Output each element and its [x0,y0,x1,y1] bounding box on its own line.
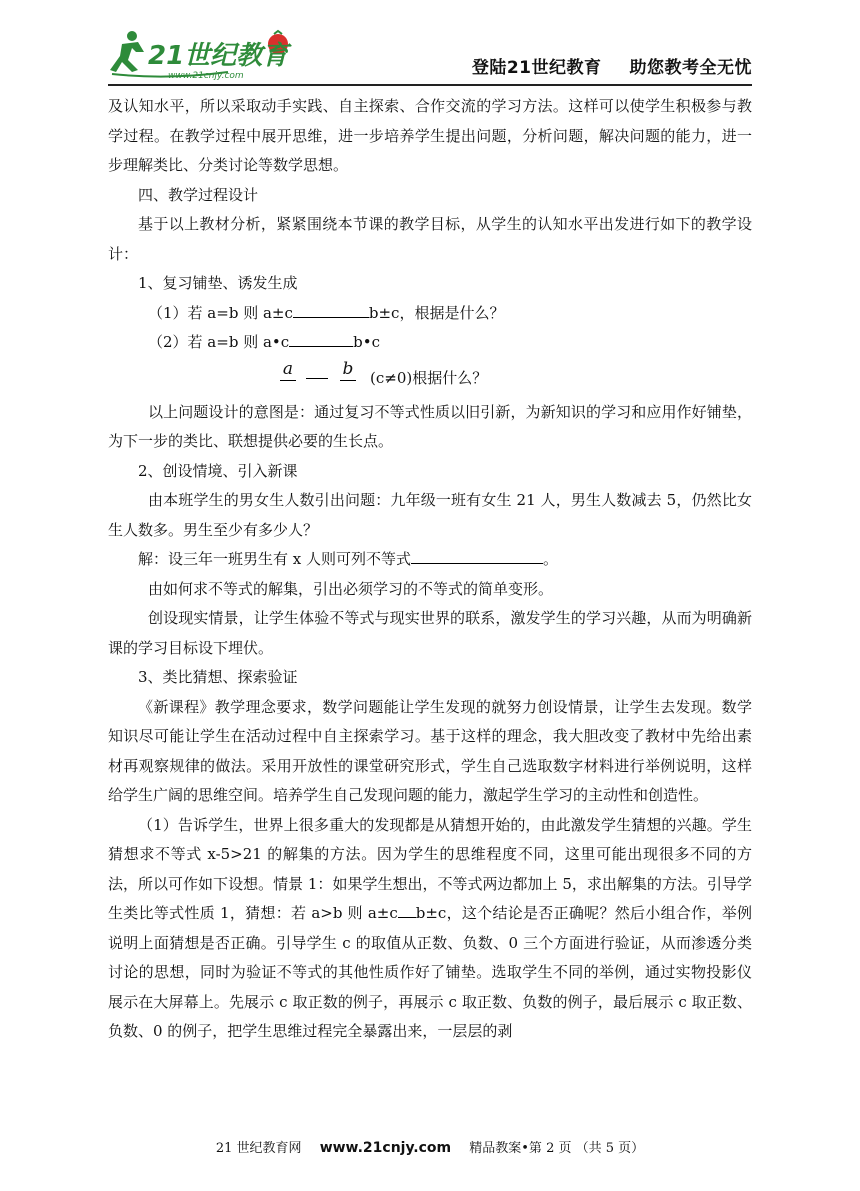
logo-graphic [108,22,298,82]
header-slogan [444,53,752,78]
subsection-heading: 3、类比猜想、探索验证 [138,668,298,686]
question-1-lead: （1）若 a=b 则 a±c [148,303,293,322]
solution-text: 解：设三年一班男生有 x 人则可列不等式 [138,550,411,568]
site-logo[interactable] [108,22,298,82]
slogan-motto: 助您教考全无忧 [629,58,752,78]
answer-blank [293,299,369,318]
fraction-question-tail: (c≠0)根据什么？ [370,368,488,387]
paragraph: 以上问题设计的意图是：通过复习不等式性质以旧引新，为新知识的学习和应用作好铺垫，为下一步的类比、联想提供必要的生长点。 [108,402,752,450]
document-body [108,92,752,1047]
footer-site-link[interactable]: www.21cnjy.com [319,1140,452,1156]
logo-wordmark: 21世纪教育 [148,41,289,71]
page-header [108,22,752,86]
paragraph [108,811,752,1047]
fraction-question [108,358,752,398]
question-2 [108,328,752,358]
slogan-login: 登陆21世纪教育 [471,58,602,78]
section-heading: 四、教学过程设计 [138,185,259,204]
paragraph: 基于以上教材分析，紧紧围绕本节课的教学目标，从学生的认知水平出发进行如下的教学设计： [108,215,752,263]
question-2-lead: （2）若 a=b 则 a•c [148,333,290,351]
footer-page-info: 精品教案•第 2 页 （共 5 页） [469,1141,645,1156]
subsection-heading: 2、创设情境、引入新课 [138,461,298,480]
paragraph: 由如何求不等式的解集，引出必须学习的不等式的简单变形。 [148,579,554,598]
paragraph-text: （1）告诉学生，世界上很多重大的发现都是从猜想开始的，由此激发学生猜想的兴趣。学生猜想求不等式 x-5>21 的解集的方法。因为学生的思维程度不同，这里可能出现很多不同的方法，所以可作如下设想。情景 1：如果学生想出，不等式两边都加上 5，求出解集的方法。引导学生类比等式性质 1，猜想：若 a>b 则 a±c [108,815,752,922]
answer-blank [398,899,416,918]
question-2-tail: b•c [353,333,381,351]
answer-blank [289,328,353,347]
footer-site-name: 21 世纪教育网 [215,1141,302,1156]
answer-blank [411,545,543,564]
fraction-b: b [340,360,356,381]
paragraph: 《新课程》教学理念要求，数学问题能让学生发现的就努力创设情景，让学生去发现。数学知识尽可能让学生在活动过程中自主探索学习。基于这样的理念，我大胆改变了教材中先给出素材再观察规律的做法。采用开放性的课堂研究形式，学生自己选取数字材料进行举例说明，这样给学生广阔的思维空间。培养学生自己发现问题的能力，激起学生学习的主动性和创造性。 [108,697,752,804]
paragraph: 创设现实情景，让学生体验不等式与现实世界的联系，激发学生的学习兴趣，从而为明确新课的学习目标设下埋伏。 [108,609,752,657]
logo-url: www.21cnjy.com [168,71,244,81]
fraction-a: a [280,360,296,381]
paragraph: 及认知水平，所以采取动手实践、自主探索、合作交流的学习方法。这样可以使学生积极参与教学过程。在教学过程中展开思维，进一步培养学生提出问题，分析问题，解决问题的能力，进一步理解类比、分类讨论等数学思想。 [108,97,752,174]
paragraph-text: b±c，这个结论是否正确呢？然后小组合作，举例说明上面猜想是否正确。引导学生 c 的取值从正数、负数、0 三个方面进行验证，从而渗透分类讨论的思想，同时为验证不等式的其他性质作好了铺垫。选取学生不同的举例，通过实物投影仪展示在大屏幕上。先展示 c 取正数的例子，再展示 c 取正数、负数的例子，最后展示 c 取正数、负数、0 的例子，把学生思维过程完全暴露出来，一层层的剥 [108,904,752,1040]
solution-line: 解：设三年一班男生有 x 人则可列不等式 。 [108,545,752,575]
question-1 [108,299,752,329]
paragraph: 由本班学生的男女生人数引出问题：九年级一班有女生 21 人，男生人数减去 5，仍然比女生人数多。男生至少有多少人？ [108,491,752,539]
question-1-tail: b±c，根据是什么？ [368,303,505,322]
subsection-heading: 1、复习铺垫、诱发生成 [138,274,298,292]
page-footer [0,1137,860,1156]
answer-blank [306,378,328,379]
